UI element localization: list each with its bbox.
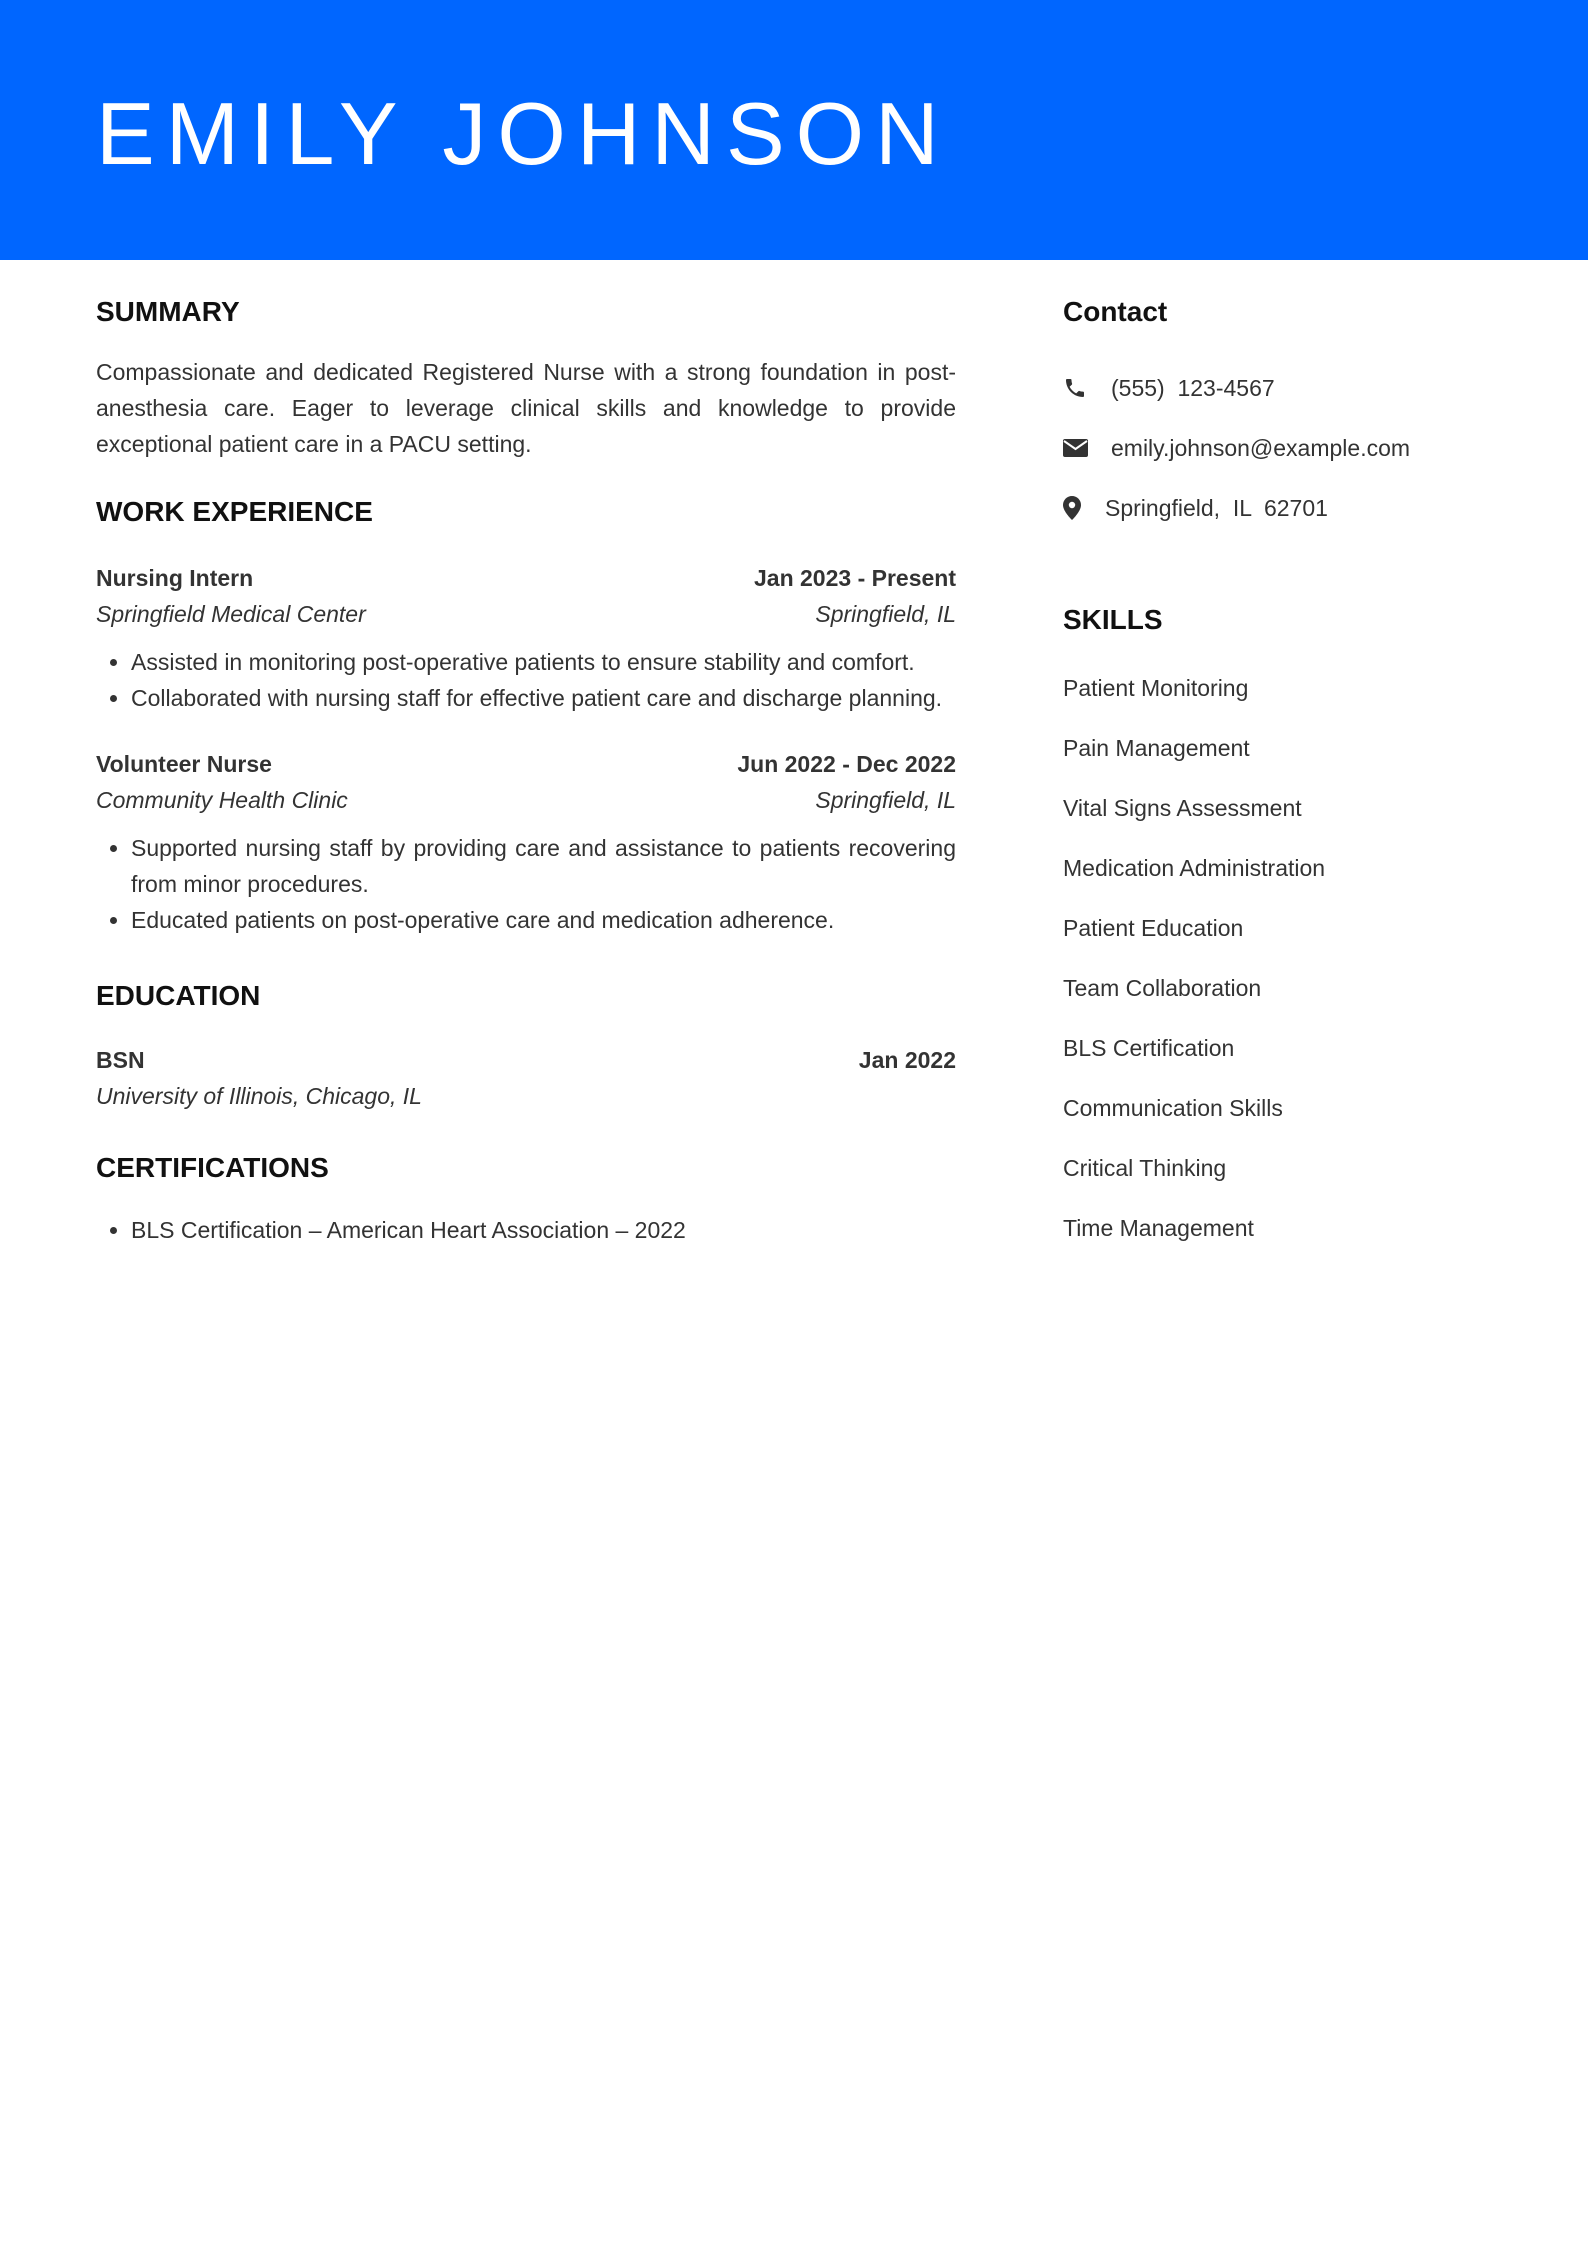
job-entry xyxy=(96,746,956,938)
job-entry xyxy=(96,560,956,716)
skill-item: Patient Monitoring xyxy=(1063,675,1249,701)
sidebar-column xyxy=(1063,290,1503,1258)
contact-email xyxy=(1063,418,1503,478)
skill-item: Time Management xyxy=(1063,1215,1254,1241)
certifications-list xyxy=(96,1212,956,1248)
candidate-name: EMILY JOHNSON xyxy=(96,84,950,183)
job-role: Nursing Intern xyxy=(96,565,254,591)
certifications-heading: CERTIFICATIONS xyxy=(96,1152,329,1183)
job-bullet: • Supported nursing staff by providing care and assistance to patients recovering from minor procedures. xyxy=(131,830,956,902)
education-heading: EDUCATION xyxy=(96,980,261,1011)
main-column xyxy=(96,290,956,1248)
skill-item: BLS Certification xyxy=(1063,1035,1235,1061)
header-banner xyxy=(0,0,1588,260)
contact-email-text: emily.johnson@example.com xyxy=(1111,434,1411,461)
envelope-icon xyxy=(1063,438,1111,458)
job-location: Springfield, IL xyxy=(815,787,956,813)
contact-address xyxy=(1063,478,1503,538)
job-organization: Community Health Clinic xyxy=(96,787,348,813)
skill-item: Team Collaboration xyxy=(1063,975,1262,1001)
skill-item: Critical Thinking xyxy=(1063,1155,1227,1181)
job-organization: Springfield Medical Center xyxy=(96,601,366,627)
skill-item: Pain Management xyxy=(1063,735,1250,761)
job-bullet: • Collaborated with nursing staff for effective patient care and discharge planning. xyxy=(131,680,956,716)
job-bullets xyxy=(96,644,956,716)
map-pin-icon xyxy=(1063,496,1105,520)
job-dates: Jan 2023 - Present xyxy=(753,565,956,591)
phone-icon xyxy=(1063,376,1111,400)
job-location: Springfield, IL xyxy=(815,601,956,627)
job-role: Volunteer Nurse xyxy=(96,751,272,777)
education-degree: BSN xyxy=(96,1047,145,1073)
contact-phone xyxy=(1063,358,1503,418)
skill-item: Communication Skills xyxy=(1063,1095,1283,1121)
certification-item: • BLS Certification – American Heart Association – 2022 xyxy=(131,1212,956,1248)
education-date: Jan 2022 xyxy=(858,1047,956,1073)
job-bullet: • Assisted in monitoring post-operative patients to ensure stability and comfort. xyxy=(131,644,956,680)
summary-heading: SUMMARY xyxy=(96,296,240,327)
skills-list xyxy=(1063,658,1503,1258)
contact-heading: Contact xyxy=(1063,296,1168,327)
skills-heading: SKILLS xyxy=(1063,604,1163,635)
contact-address-text: Springfield, IL 62701 xyxy=(1105,494,1328,521)
contact-list xyxy=(1063,358,1503,538)
education-entry xyxy=(96,1042,956,1114)
work-experience-heading: WORK EXPERIENCE xyxy=(96,496,373,527)
summary-text: Compassionate and dedicated Registered Nurse with a strong foundation in post-anesthesia care. Eager to leverage clinical skills and knowledge to provide exceptional patient care in a PACU setting. xyxy=(96,359,956,457)
education-school: University of Illinois, Chicago, IL xyxy=(96,1083,422,1109)
contact-phone-text: (555) 123-4567 xyxy=(1111,374,1275,401)
skill-item: Patient Education xyxy=(1063,915,1244,941)
skill-item: Medication Administration xyxy=(1063,855,1326,881)
job-bullets xyxy=(96,830,956,938)
skill-item: Vital Signs Assessment xyxy=(1063,795,1302,821)
job-dates: Jun 2022 - Dec 2022 xyxy=(737,751,956,777)
job-bullet: • Educated patients on post-operative care and medication adherence. xyxy=(131,902,956,938)
